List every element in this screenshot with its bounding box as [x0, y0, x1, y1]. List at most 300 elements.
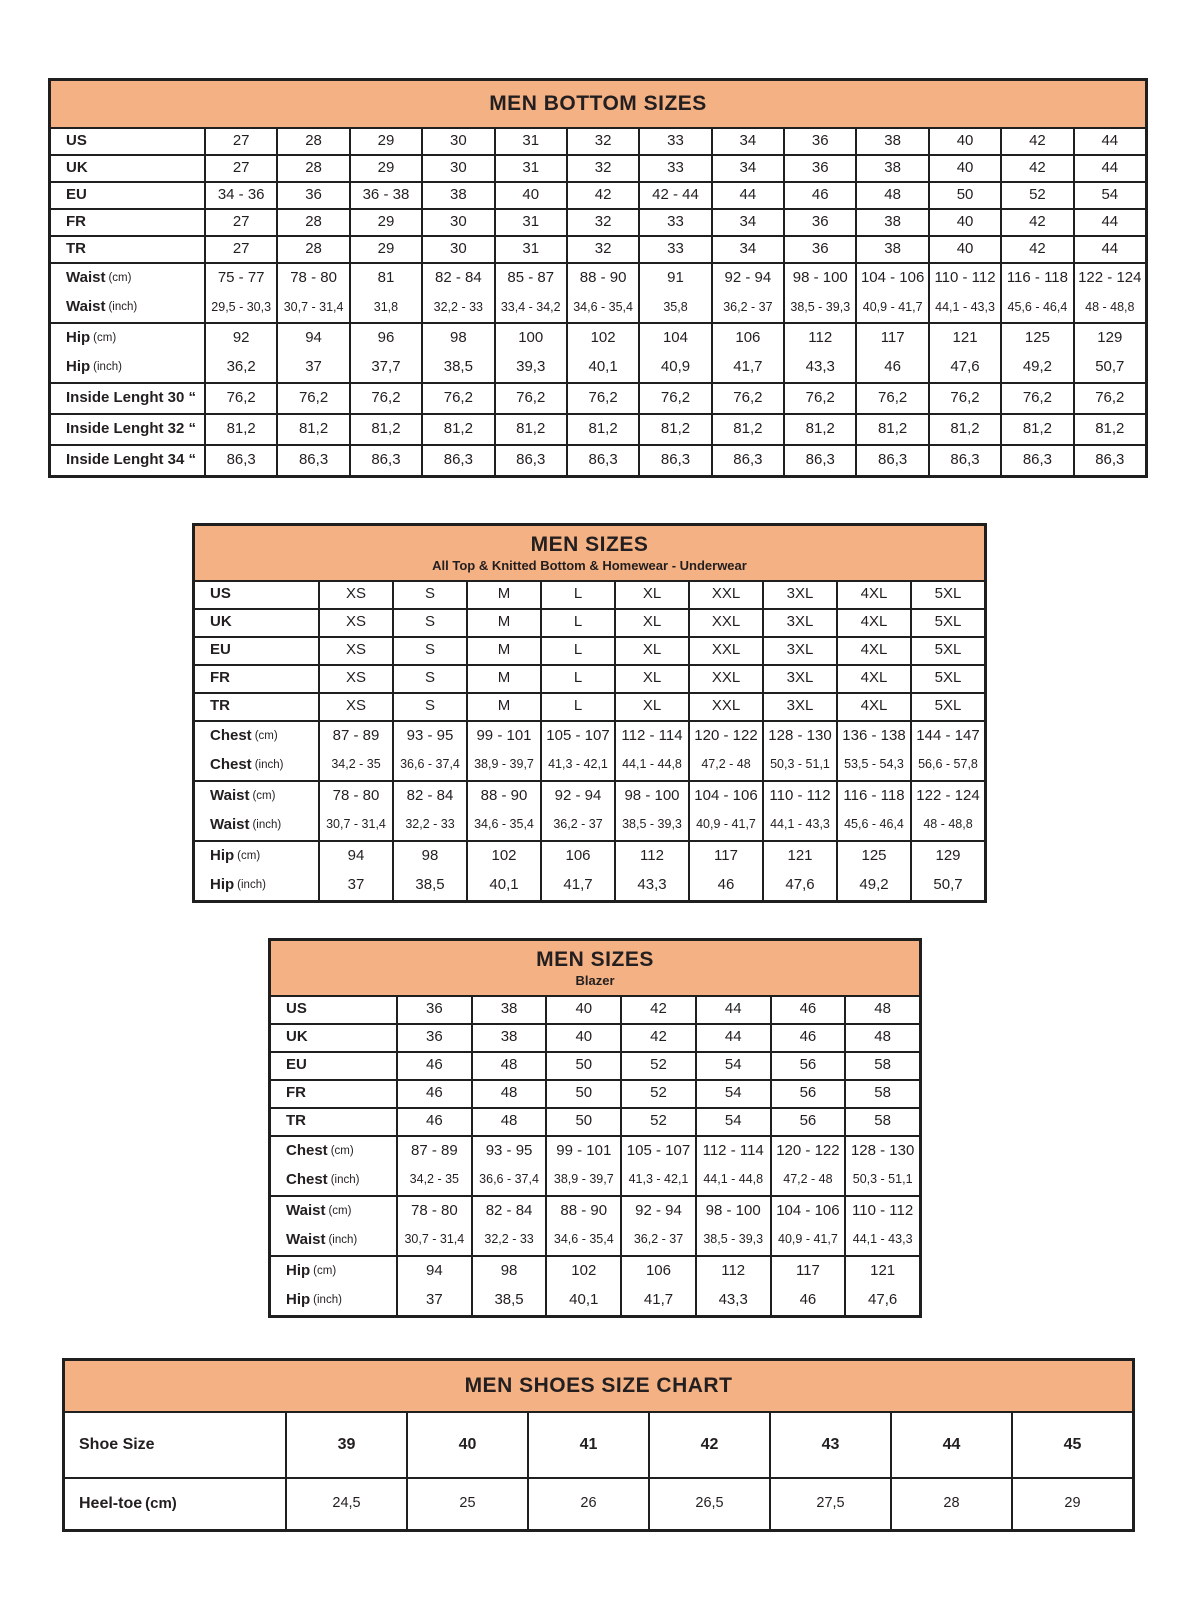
table-cell: 28 [276, 156, 348, 181]
row-label-text: Hip [66, 358, 91, 376]
table-cell: 94 [396, 1257, 471, 1286]
row-label-text: Waist [210, 815, 250, 833]
table-cell: 75 - 77 [204, 264, 276, 293]
row-label-text: Inside Lenght 34 “ [66, 451, 197, 469]
table-cell: 48 [844, 997, 919, 1023]
row-label [51, 293, 204, 322]
table-cell: 33 [638, 129, 710, 154]
table-cell: 76,2 [204, 384, 276, 413]
row-label-text: Hip [66, 329, 91, 347]
table-cell: 32 [566, 129, 638, 154]
table-cell: 38 [421, 183, 493, 208]
table-row [271, 1226, 919, 1255]
row-label [271, 1257, 396, 1286]
row-label [271, 1197, 396, 1226]
row-label-unit: (inch) [313, 1293, 342, 1306]
table-cell: XXL [688, 694, 762, 720]
table-cell: 128 - 130 [844, 1137, 919, 1166]
table-cell: 42 [1000, 129, 1072, 154]
table-cell: 122 - 124 [910, 782, 984, 811]
table-cell: 104 - 106 [688, 782, 762, 811]
table-cell: M [466, 638, 540, 664]
table-cell: 87 - 89 [396, 1137, 471, 1166]
row-label-text: US [66, 132, 87, 150]
row-label-unit: (cm) [313, 1264, 337, 1277]
table-cell: 116 - 118 [836, 782, 910, 811]
table-cell: 34 [711, 237, 783, 262]
table-cell: 117 [688, 842, 762, 871]
table-cell: 81,2 [276, 415, 348, 444]
table-row [65, 1479, 1132, 1529]
table-cell: 81,2 [1000, 415, 1072, 444]
row-label-text: TR [210, 697, 230, 715]
table-cell: 76,2 [711, 384, 783, 413]
table-cell: 86,3 [855, 446, 927, 475]
row-label-text: EU [210, 641, 231, 659]
row-label-text: Inside Lenght 32 “ [66, 420, 197, 438]
table-cell: 36 [396, 1025, 471, 1051]
table-cell: 29 [349, 237, 421, 262]
table-cell: 38,5 - 39,3 [695, 1226, 770, 1255]
table-row [271, 1197, 919, 1226]
table-cell: 121 [928, 324, 1000, 353]
table-cell: S [392, 666, 466, 692]
table-cell: 91 [638, 264, 710, 293]
table-cell: 38 [471, 1025, 546, 1051]
table-cell: 102 [545, 1257, 620, 1286]
table-cell: 44 [890, 1413, 1011, 1477]
table-cell: 42 [1000, 156, 1072, 181]
table-cell: 82 - 84 [471, 1197, 546, 1226]
table-grid [51, 129, 1145, 475]
table-cell: 32 [566, 156, 638, 181]
row-label-text: FR [66, 213, 86, 231]
hip-group [51, 322, 1145, 382]
row-label-unit: (inch) [328, 1233, 358, 1246]
table-cell: L [540, 582, 614, 608]
shoe-size-group [65, 1413, 1132, 1477]
table-cell: 86,3 [204, 446, 276, 475]
table-cell: 44 [1073, 237, 1145, 262]
table-cell: 47,2 - 48 [770, 1166, 845, 1195]
table-cell: 38,5 - 39,3 [783, 293, 855, 322]
table-title-band [195, 526, 984, 582]
table-cell: 41,3 - 42,1 [620, 1166, 695, 1195]
table-cell: 37 [276, 353, 348, 382]
table-cell: 81,2 [494, 415, 566, 444]
row-label-unit: (cm) [328, 1204, 352, 1217]
table-cell: 54 [1073, 183, 1145, 208]
table-cell: 33 [638, 210, 710, 235]
table-title-band [51, 81, 1145, 129]
row-label-unit: (cm) [252, 789, 276, 802]
table-cell: 40 [545, 997, 620, 1023]
table-cell: 50 [545, 1053, 620, 1079]
table-cell: 40 [928, 129, 1000, 154]
table-row [51, 384, 1145, 413]
table-row [195, 664, 984, 692]
table-cell: 39 [285, 1413, 406, 1477]
table-cell: 112 - 114 [614, 722, 688, 751]
men-sizes-blazer-table [268, 938, 922, 1318]
table-cell: 54 [695, 1053, 770, 1079]
row-label-text: EU [286, 1056, 307, 1074]
men-shoes-size-chart-table [62, 1358, 1135, 1532]
table-cell: 76,2 [928, 384, 1000, 413]
table-cell: 99 - 101 [466, 722, 540, 751]
table-cell: 38,9 - 39,7 [466, 751, 540, 780]
row-label [51, 210, 204, 235]
table-cell: 38 [855, 156, 927, 181]
table-cell: 40,1 [466, 871, 540, 900]
row-label [51, 353, 204, 382]
table-cell: 42 [620, 1025, 695, 1051]
row-label [65, 1413, 285, 1477]
table-cell: 129 [1073, 324, 1145, 353]
table-cell: 40 [928, 156, 1000, 181]
table-cell: S [392, 582, 466, 608]
men-bottom-sizes-table [48, 78, 1148, 478]
table-cell: 46 [396, 1109, 471, 1135]
table-cell: 4XL [836, 694, 910, 720]
row-label [195, 751, 318, 780]
table-cell: 41 [527, 1413, 648, 1477]
row-label [195, 666, 318, 692]
table-cell: 47,6 [928, 353, 1000, 382]
waist-group [51, 262, 1145, 322]
table-cell: 76,2 [1073, 384, 1145, 413]
table-cell: 52 [1000, 183, 1072, 208]
table-cell: 36,6 - 37,4 [392, 751, 466, 780]
table-cell: 52 [620, 1109, 695, 1135]
table-cell: 50,7 [1073, 353, 1145, 382]
table-cell: 48 [471, 1081, 546, 1107]
table-cell: 30 [421, 129, 493, 154]
table-cell: 4XL [836, 638, 910, 664]
table-cell: 29 [1011, 1479, 1132, 1529]
table-cell: 81,2 [638, 415, 710, 444]
table-cell: 81,2 [783, 415, 855, 444]
table-cell: 28 [890, 1479, 1011, 1529]
row-label [195, 782, 318, 811]
table-cell: 104 - 106 [770, 1197, 845, 1226]
table-row [195, 722, 984, 751]
row-label [195, 638, 318, 664]
table-cell: 41,7 [711, 353, 783, 382]
table-cell: 98 - 100 [783, 264, 855, 293]
table-cell: 76,2 [421, 384, 493, 413]
table-cell: 41,7 [620, 1286, 695, 1315]
row-label-unit: (cm) [93, 332, 117, 345]
table-cell: 125 [836, 842, 910, 871]
table-cell: 4XL [836, 610, 910, 636]
table-cell: XL [614, 610, 688, 636]
table-cell: 42 [1000, 237, 1072, 262]
table-cell: 36,2 - 37 [540, 811, 614, 840]
table-cell: 41,3 - 42,1 [540, 751, 614, 780]
row-label [195, 582, 318, 608]
row-label [271, 1081, 396, 1107]
table-cell: 121 [762, 842, 836, 871]
table-cell: 76,2 [349, 384, 421, 413]
table-cell: XL [614, 582, 688, 608]
table-cell: 38 [855, 237, 927, 262]
row-label [51, 446, 204, 475]
table-cell: XXL [688, 610, 762, 636]
table-cell: 86,3 [783, 446, 855, 475]
table-cell: 110 - 112 [762, 782, 836, 811]
table-cell: 86,3 [638, 446, 710, 475]
table-cell: 40,9 - 41,7 [770, 1226, 845, 1255]
row-label [271, 1109, 396, 1135]
table-cell: 81 [349, 264, 421, 293]
row-label-text: Inside Lenght 30 “ [66, 389, 197, 407]
table-cell: 76,2 [276, 384, 348, 413]
table-row [195, 811, 984, 840]
table-cell: 44,1 - 43,3 [762, 811, 836, 840]
row-label [51, 183, 204, 208]
table-cell: 48 [844, 1025, 919, 1051]
row-label-unit: (inch) [108, 301, 138, 314]
table-cell: 46 [396, 1081, 471, 1107]
table-row [271, 1023, 919, 1051]
table-cell: XL [614, 666, 688, 692]
table-cell: L [540, 694, 614, 720]
row-label-text: Waist [66, 298, 106, 316]
table-cell: 86,3 [494, 446, 566, 475]
table-cell: 29,5 - 30,3 [204, 293, 276, 322]
heel-toe-group [65, 1477, 1132, 1529]
table-cell: 87 - 89 [318, 722, 392, 751]
table-cell: 36 [783, 210, 855, 235]
table-title-band [271, 941, 919, 997]
table-cell: 78 - 80 [276, 264, 348, 293]
table-cell: 98 - 100 [695, 1197, 770, 1226]
table-cell: 36 [396, 997, 471, 1023]
row-label-text: Chest [286, 1141, 328, 1159]
table-cell: 40 [928, 210, 1000, 235]
table-cell: 32,2 - 33 [471, 1226, 546, 1255]
row-label-text: Hip [286, 1290, 311, 1308]
table-cell: 34,2 - 35 [318, 751, 392, 780]
row-label-text: Chest [210, 755, 252, 773]
table-cell: 52 [620, 1053, 695, 1079]
table-row [195, 582, 984, 608]
table-cell: XXL [688, 638, 762, 664]
table-title: MEN SIZES [536, 948, 654, 971]
table-cell: 56 [770, 1081, 845, 1107]
table-cell: 31 [494, 129, 566, 154]
table-cell: 88 - 90 [566, 264, 638, 293]
table-cell: 40,1 [566, 353, 638, 382]
table-title-band [65, 1361, 1132, 1413]
table-cell: 31 [494, 210, 566, 235]
table-cell: 37,7 [349, 353, 421, 382]
table-cell: 105 - 107 [620, 1137, 695, 1166]
table-cell: XL [614, 694, 688, 720]
table-cell: 45 [1011, 1413, 1132, 1477]
table-cell: 31,8 [349, 293, 421, 322]
table-cell: 56 [770, 1109, 845, 1135]
table-cell: 38 [855, 210, 927, 235]
table-cell: 78 - 80 [318, 782, 392, 811]
table-cell: S [392, 610, 466, 636]
row-label [271, 1137, 396, 1166]
table-cell: 38,5 [392, 871, 466, 900]
table-cell: 40 [928, 237, 1000, 262]
table-row [51, 154, 1145, 181]
table-cell: 48 [855, 183, 927, 208]
table-cell: 76,2 [494, 384, 566, 413]
table-cell: 46 [783, 183, 855, 208]
row-label-unit: (inch) [330, 1173, 360, 1186]
row-label-text: UK [66, 159, 88, 177]
table-cell: XS [318, 638, 392, 664]
table-cell: 34,6 - 35,4 [566, 293, 638, 322]
table-cell: 42 [620, 997, 695, 1023]
table-cell: 81,2 [711, 415, 783, 444]
table-cell: 44,1 - 44,8 [695, 1166, 770, 1195]
hip-group [195, 840, 984, 900]
table-cell: 37 [396, 1286, 471, 1315]
table-cell: 43,3 [614, 871, 688, 900]
row-label [195, 722, 318, 751]
table-cell: 32 [566, 210, 638, 235]
table-cell: 54 [695, 1109, 770, 1135]
table-cell: 58 [844, 1053, 919, 1079]
table-cell: 30,7 - 31,4 [318, 811, 392, 840]
table-cell: 112 [695, 1257, 770, 1286]
table-grid [271, 997, 919, 1315]
table-cell: 117 [770, 1257, 845, 1286]
table-cell: 120 - 122 [688, 722, 762, 751]
row-label-text: Waist [210, 786, 250, 804]
row-label [271, 997, 396, 1023]
table-cell: 33 [638, 237, 710, 262]
table-cell: M [466, 694, 540, 720]
table-cell: 116 - 118 [1000, 264, 1072, 293]
table-cell: 48 - 48,8 [1073, 293, 1145, 322]
table-cell: 31 [494, 156, 566, 181]
table-cell: 43,3 [783, 353, 855, 382]
waist-group [271, 1195, 919, 1255]
table-cell: 129 [910, 842, 984, 871]
table-cell: 36,2 [204, 353, 276, 382]
table-cell: 38 [855, 129, 927, 154]
table-row [51, 264, 1145, 293]
row-label [195, 811, 318, 840]
table-cell: 42 [1000, 210, 1072, 235]
table-cell: 40,1 [545, 1286, 620, 1315]
table-cell: 106 [711, 324, 783, 353]
row-label [195, 871, 318, 900]
table-row [51, 235, 1145, 262]
table-cell: 40 [406, 1413, 527, 1477]
table-cell: 81,2 [855, 415, 927, 444]
table-cell: 45,6 - 46,4 [836, 811, 910, 840]
inside-length-30-group [51, 382, 1145, 413]
table-cell: 88 - 90 [545, 1197, 620, 1226]
row-label-unit: (inch) [252, 818, 282, 831]
table-cell: 117 [855, 324, 927, 353]
table-cell: 27 [204, 210, 276, 235]
table-row [271, 1286, 919, 1315]
table-cell: 86,3 [566, 446, 638, 475]
table-cell: 93 - 95 [392, 722, 466, 751]
table-cell: 88 - 90 [466, 782, 540, 811]
table-cell: 44,1 - 43,3 [928, 293, 1000, 322]
table-cell: 28 [276, 210, 348, 235]
table-cell: XXL [688, 582, 762, 608]
table-cell: 36,6 - 37,4 [471, 1166, 546, 1195]
table-cell: 34 - 36 [204, 183, 276, 208]
table-cell: 3XL [762, 694, 836, 720]
table-cell: M [466, 582, 540, 608]
table-cell: 54 [695, 1081, 770, 1107]
table-row [271, 1079, 919, 1107]
table-cell: 26 [527, 1479, 648, 1529]
table-cell: 81,2 [204, 415, 276, 444]
row-label [195, 694, 318, 720]
table-cell: 34 [711, 210, 783, 235]
row-label-unit: (cm) [108, 272, 132, 285]
table-row [51, 446, 1145, 475]
table-cell: 43,3 [695, 1286, 770, 1315]
table-cell: 29 [349, 210, 421, 235]
table-cell: 34,6 - 35,4 [466, 811, 540, 840]
table-cell: 30 [421, 210, 493, 235]
row-label-text: Chest [210, 726, 252, 744]
row-label-text: FR [210, 669, 230, 687]
table-cell: 39,3 [494, 353, 566, 382]
table-cell: 86,3 [349, 446, 421, 475]
table-cell: 48 [471, 1109, 546, 1135]
table-cell: 27,5 [769, 1479, 890, 1529]
row-label-unit: (inch) [93, 361, 122, 374]
table-row [271, 1107, 919, 1135]
table-cell: L [540, 610, 614, 636]
table-cell: 49,2 [836, 871, 910, 900]
table-cell: 3XL [762, 666, 836, 692]
table-cell: 46 [396, 1053, 471, 1079]
table-row [51, 208, 1145, 235]
table-cell: 24,5 [285, 1479, 406, 1529]
row-label-text: Hip [210, 875, 235, 893]
table-cell: 98 [471, 1257, 546, 1286]
table-cell: 38 [471, 997, 546, 1023]
row-label [271, 1166, 396, 1195]
table-subtitle: All Top & Knitted Bottom & Homewear - Underwear [432, 558, 747, 574]
table-cell: 44 [695, 1025, 770, 1051]
table-cell: 76,2 [1000, 384, 1072, 413]
row-label [51, 384, 204, 413]
table-cell: 5XL [910, 638, 984, 664]
table-cell: 94 [276, 324, 348, 353]
table-row [271, 997, 919, 1023]
table-cell: 37 [318, 871, 392, 900]
table-cell: 122 - 124 [1073, 264, 1145, 293]
table-cell: 93 - 95 [471, 1137, 546, 1166]
table-cell: 30,7 - 31,4 [276, 293, 348, 322]
table-cell: 104 - 106 [855, 264, 927, 293]
row-label [271, 1053, 396, 1079]
table-cell: 92 - 94 [711, 264, 783, 293]
table-cell: 44 [711, 183, 783, 208]
table-row [271, 1051, 919, 1079]
table-cell: 4XL [836, 666, 910, 692]
table-cell: 92 - 94 [540, 782, 614, 811]
table-cell: 38,5 [471, 1286, 546, 1315]
